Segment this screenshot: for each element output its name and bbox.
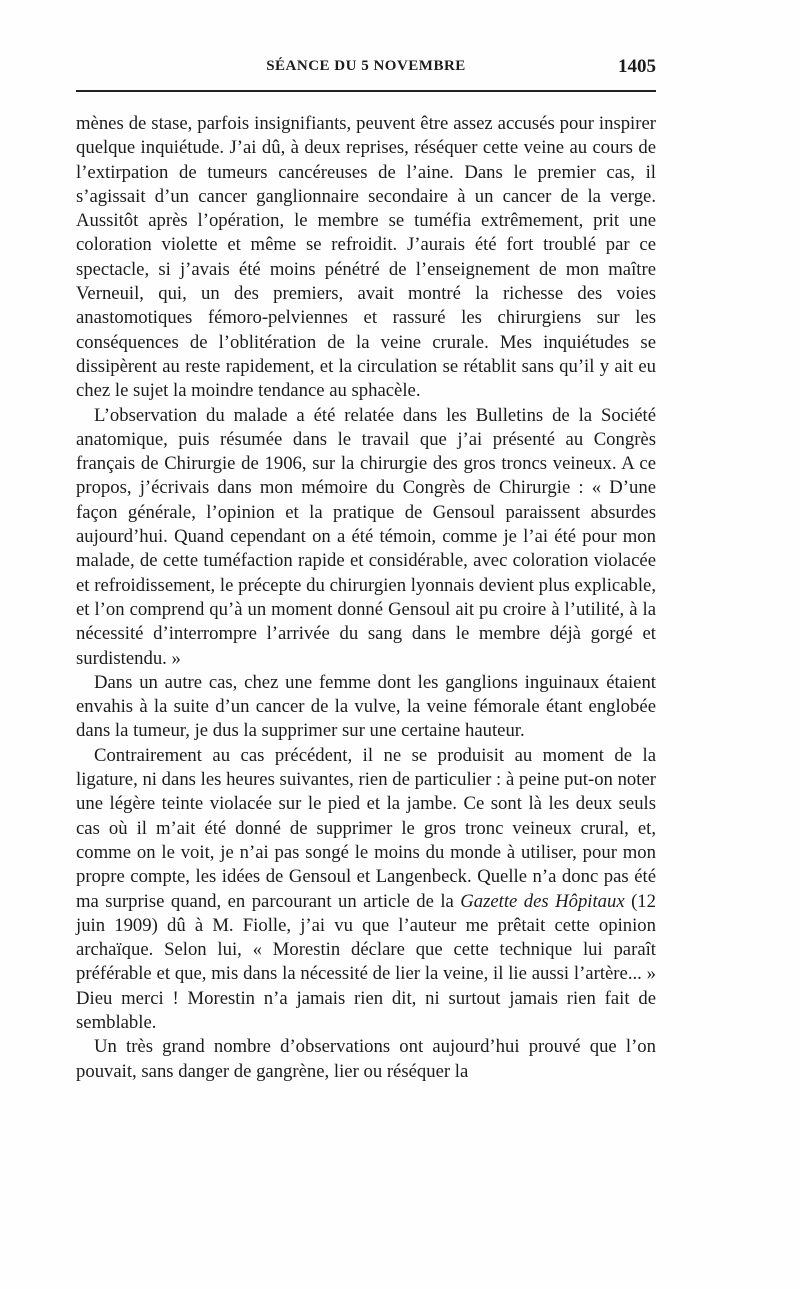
paragraph-4-start: Contrairement au cas précédent, il ne se produisit au moment de la ligature, ni dans les heures suivantes, rien de particulier : à peine put-on noter une légère teinte violacée sur le pied et la jambe. Ce sont là les deux seuls cas où il m’ait été donné de supprimer le gros tronc veineux crural, et, comme on le voit, je n’ai pas songé le moins du monde à utiliser, pour mon propre compte, les idées de Gensoul et Langenbeck. Quelle n’a donc pas été ma surprise quand, en parcourant un article de la <box>76 744 656 912</box>
paragraph-4 <box>76 744 656 1036</box>
header-rule <box>76 90 656 92</box>
journal-title: Gazette des Hôpitaux <box>460 890 625 912</box>
running-title: SÉANCE DU 5 NOVEMBRE <box>266 58 466 74</box>
paragraph-1: mènes de stase, parfois insignifiants, peuvent être assez accusés pour inspirer quelque inquiétude. J’ai dû, à deux reprises, réséquer cette veine au cours de l’extirpation de tumeurs cancéreuses de l’aine. Dans le premier cas, il s’agissait d’un cancer ganglionnaire secondaire à un cancer de la verge. Aussitôt après l’opération, le membre se tuméfia extrêmement, prit une coloration violette et même se refroidit. J’aurais été fort troublé par ce spectacle, si j’avais été moins pénétré de l’enseignement de mon maître Verneuil, qui, un des premiers, avait montré la richesse des voies anastomotiques fémoro-pelviennes et rassuré les chirurgiens sur les conséquences de l’oblitération de la veine crurale. Mes inquiétudes se dissipèrent au reste rapidement, et la circulation se rétablit sans qu’il y ait eu chez le sujet la moindre tendance au sphacèle. <box>76 113 656 402</box>
paragraph-2: L’observation du malade a été relatée dans les Bulletins de la Société anatomique, puis résumée dans le travail que j’ai présenté au Congrès français de Chirurgie de 1906, sur la chirurgie des gros troncs veineux. A ce propos, j’écrivais dans mon mémoire du Congrès de Chirurgie : « D’une façon générale, l’opinion et la pratique de Gensoul paraissent absurdes aujourd’hui. Quand cependant on a été témoin, comme je l’ai été pour mon malade, de cette tuméfaction rapide et considérable, avec coloration violacée et refroidissement, le précepte du chirurgien lyonnais devient plus explicable, et l’on comprend qu’à un moment donné Gensoul ait pu croire à l’utilité, à la nécessité d’interrompre l’arrivée du sang dans le membre déjà gorgé et surdistendu. » <box>76 404 656 669</box>
paragraph-3: Dans un autre cas, chez une femme dont les ganglions inguinaux étaient envahis à la suite d’un cancer de la vulve, la veine fémorale étant englobée dans la tumeur, je dus la supprimer sur une certaine hauteur. <box>76 671 656 742</box>
paragraph-4-end: (12 juin 1909) dû à M. Fiolle, j’ai vu que l’auteur me prêtait cette opinion archaïque. Selon lui, « Morestin déclare que cette technique lui paraît préférable et que, mis dans la nécessité de lier la veine, il lie aussi l’artère... » Dieu merci ! Morestin n’a jamais rien dit, ni surtout jamais rien fait de semblable. <box>76 890 656 1033</box>
page-number: 1405 <box>618 56 656 77</box>
body-text <box>76 112 656 1084</box>
paragraph-5: Un très grand nombre d’observations ont aujourd’hui prouvé que l’on pouvait, sans danger de gangrène, lier ou réséquer la <box>76 1036 656 1082</box>
page-header <box>76 58 656 82</box>
